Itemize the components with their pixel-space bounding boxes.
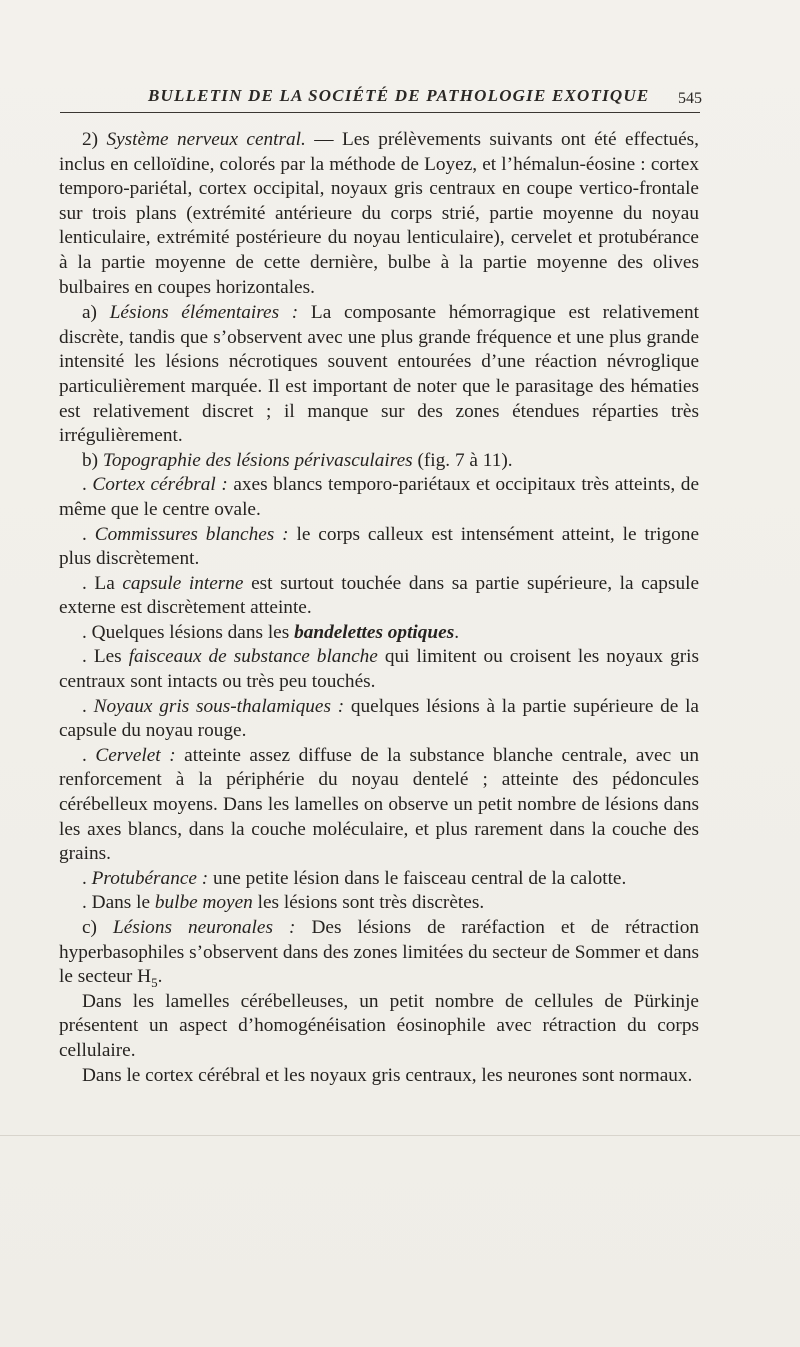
paragraph-text: les lésions sont très discrètes. (252, 892, 485, 914)
paragraph-text: Dans les lamelles cérébelleuses, un petit nombre de cellules de Pürkinje présentent un aspect d’homogénéisation éosinophile avec rétraction du corps cellulaire. (59, 990, 699, 1061)
subscript: 5 (151, 975, 158, 991)
bullet-dot: . (82, 523, 87, 545)
paragraph-text: (fig. 7 à 11). (412, 449, 513, 471)
bullet-dot: . (82, 744, 87, 766)
paragraph-cortex (59, 473, 699, 522)
paragraph-purkinje (59, 990, 699, 1064)
paragraph-number: b) (82, 449, 99, 471)
item-title: Protubérance : (91, 867, 209, 889)
paragraph-number: a) (82, 302, 97, 324)
paragraph-lead-text: . Dans le (82, 892, 155, 914)
bullet-dot: . (82, 867, 87, 889)
paragraph-topography (59, 449, 699, 474)
paragraph-cerebellum (59, 744, 699, 867)
paragraph-cortex-neurons (59, 1064, 699, 1089)
paragraph-internal-capsule (59, 572, 699, 621)
paragraph-text: Des lésions de raréfaction et de rétraction hyperbasophiles s’observent dans des zones limitées du secteur de Sommer et dans le secteur H (59, 917, 699, 988)
paragraph-neuronal-lesions (59, 916, 699, 990)
paragraph-optic-bands (59, 621, 699, 646)
paragraph-text: est surtout touchée dans sa partie supérieure, la capsule externe est discrètement atteinte. (59, 572, 700, 619)
paragraph-text: Dans le cortex cérébral et les noyaux gris centraux, les neurones sont normaux. (82, 1064, 693, 1086)
paragraph-pons (59, 867, 699, 892)
show-through-line (0, 1135, 800, 1136)
paragraph-number: 2) (82, 129, 99, 150)
paragraph-nervous-system (59, 128, 699, 300)
item-title: faisceaux de substance blanche (128, 646, 378, 668)
body-text (59, 128, 699, 1088)
paragraph-subthalamic-nuclei (59, 695, 699, 744)
section-title: Topographie des lésions périvasculaires (102, 449, 413, 471)
page-header (60, 82, 700, 122)
paragraph-commissures (59, 523, 699, 572)
item-title: Cervelet : (95, 744, 176, 766)
item-title: Commissures blanches : (94, 523, 289, 545)
paragraph-text: qui limitent ou croisent les noyaux gris centraux sont intacts ou très peu touchés. (59, 646, 699, 693)
paragraph-lead-text: . Quelques lésions dans les (82, 621, 295, 643)
paragraph-text: . (454, 621, 460, 643)
paragraph-white-matter-bundles (59, 645, 699, 694)
paragraph-text: une petite lésion dans le faisceau central de la calotte. (208, 867, 627, 889)
paragraph-number: c) (82, 917, 97, 938)
paragraph-elementary-lesions (59, 301, 699, 449)
section-title: Système nerveux central. (106, 129, 306, 150)
bullet-dot: . (82, 695, 87, 717)
section-title: Lésions neuronales : (113, 917, 296, 938)
bullet-dot: . (82, 474, 87, 496)
paragraph-text: quelques lésions à la partie supérieure de la capsule du noyau rouge. (59, 695, 699, 742)
section-title: Lésions élémentaires : (109, 302, 299, 324)
paragraph-lead-text: . La (82, 572, 123, 594)
paragraph-text: atteinte assez diffuse de la substance blanche centrale, avec un renforcement à la périphérie du noyau dentelé ; atteinte des pédoncules cérébelleux moyens. Dans les lamelles on observe un petit nombre de lésions dans les axes blancs, dans la couche moléculaire, et plus rarement dans la couche des grains. (59, 744, 699, 865)
item-title: bulbe moyen (154, 892, 253, 914)
paragraph-end: . (157, 966, 163, 988)
item-title: Noyaux gris sous-thalamiques : (93, 695, 345, 717)
header-rule (60, 112, 700, 113)
paragraph-medulla (59, 891, 699, 916)
item-title: Cortex cérébral : (92, 474, 228, 496)
running-title: BULLETIN DE LA SOCIÉTÉ DE PATHOLOGIE EXOTIQUE (148, 86, 650, 105)
paragraph-text: — Les prélèvements suivants ont été effectués, inclus en celloïdine, colorés par la méthode de Loyez, et l’hémalun-éosine : cortex temporo-pariétal, cortex occipital, noyaux gris centraux en coupe vertico-frontale sur trois plans (extrémité antérieure du corps strié, partie moyenne du noyau lenticulaire, extrémité postérieure du noyau lenticulaire), cervelet et protubérance à la partie moyenne de cette dernière, bulbe à la partie moyenne des olives bulbaires en coupes horizontales. (59, 129, 699, 298)
paragraph-lead-text: . Les (82, 646, 129, 668)
paragraph-text: axes blancs temporo-pariétaux et occipitaux très atteints, de même que le centre ovale. (59, 474, 699, 520)
item-title: bandelettes optiques (294, 621, 455, 643)
paragraph-text: le corps calleux est intensément atteint, le trigone plus discrètement. (59, 523, 700, 570)
page-number: 545 (678, 90, 702, 107)
item-title: capsule interne (122, 572, 244, 594)
paragraph-text: La composante hémorragique est relativement discrète, tandis que s’observent avec une plus grande fréquence et une plus grande intensité les lésions nécrotiques souvent entourées d’une réaction névroglique particulièrement marquée. Il est important de noter que le parasitage des hématies est relativement discret ; il manque sur des zones étendues réparties très irrégulièrement. (59, 302, 699, 447)
